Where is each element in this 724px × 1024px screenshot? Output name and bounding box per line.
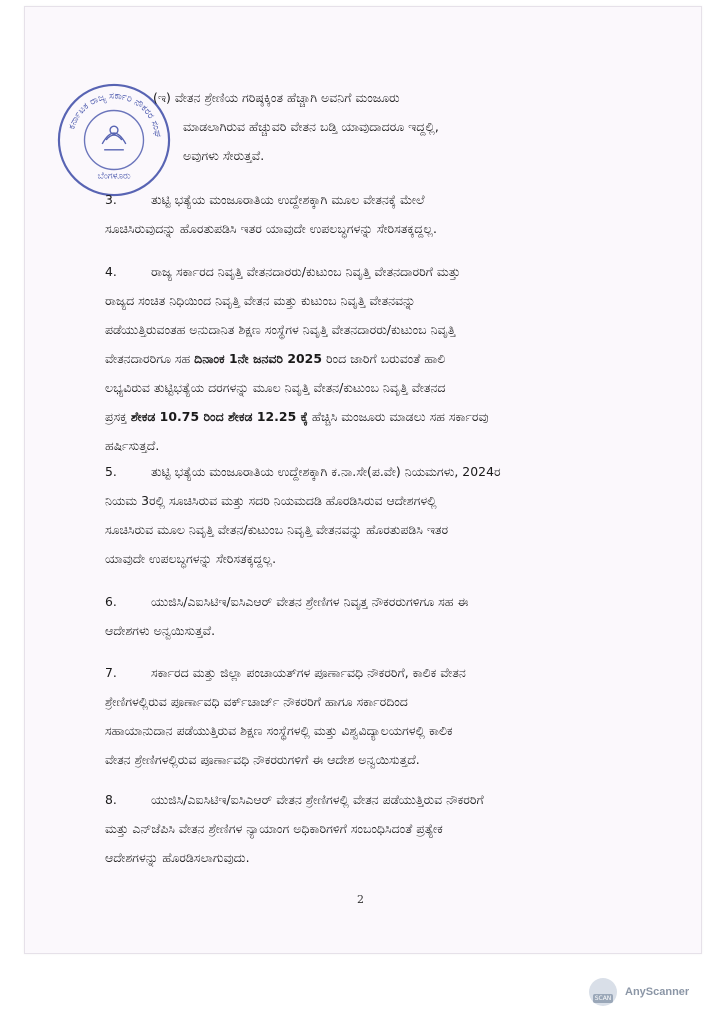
para-3	[105, 185, 437, 243]
text-line: ಯುಜಿಸಿ/ಎಐಸಿಟಿಇ/ಐಸಿಎಆರ್ ವೇತನ ಶ್ರೇಣಿಗಳ ನಿವೃತ್ತ ನೌಕರರುಗಳಿಗೂ ಸಹ ಈ	[151, 594, 469, 609]
para-number: 8.	[105, 792, 117, 807]
para-number: 4.	[105, 264, 117, 279]
text-line: ಆದೇಶಗಳನ್ನು ಹೊರಡಿಸಲಾಗುವುದು.	[105, 850, 250, 865]
text-line: ಸಹಾಯಾನುದಾನ ಪಡೆಯುತ್ತಿರುವ ಶಿಕ್ಷಣ ಸಂಸ್ಥೆಗಳಲ್ಲಿ ಮತ್ತು ವಿಶ್ವವಿದ್ಯಾಲಯಗಳಲ್ಲಿ ಕಾಲಿಕ	[105, 723, 453, 738]
document-page	[24, 6, 702, 954]
para-8	[105, 785, 484, 872]
text-line: ಆದೇಶಗಳು ಅನ್ವಯಿಸುತ್ತವೆ.	[105, 623, 216, 638]
text-line: ರಾಜ್ಯ ಸರ್ಕಾರದ ನಿವೃತ್ತಿ ವೇತನದಾರರು/ಕುಟುಂಬ ನಿವೃತ್ತಿ ವೇತನದಾರರಿಗೆ ಮತ್ತು	[151, 264, 461, 279]
text-line: ಪಡೆಯುತ್ತಿರುವಂತಹ ಅನುದಾನಿತ ಶಿಕ್ಷಣ ಸಂಸ್ಥೆಗಳ ನಿವೃತ್ತಿ ವೇತನದಾರರು/ಕುಟುಂಬ ನಿವೃತ್ತಿ	[105, 322, 456, 337]
para-4	[105, 257, 489, 460]
effective-date: ದಿನಾಂಕ 1ನೇ ಜನವರಿ 2025	[194, 351, 323, 366]
text-line: ಅವುಗಳು ಸೇರುತ್ತವೆ.	[183, 148, 265, 163]
text-line: ಯಾವುದೇ ಉಪಲಬ್ಧಗಳನ್ನು ಸೇರಿಸತಕ್ಕದ್ದಲ್ಲ.	[105, 551, 277, 566]
text-line: ತುಟ್ಟಿ ಭತ್ಯೆಯ ಮಂಜೂರಾತಿಯ ಉದ್ದೇಶಕ್ಕಾಗಿ ಮೂಲ ವೇತನಕ್ಕೆ ಮೇಲೆ	[151, 192, 425, 207]
text-line: (ಇ) ವೇತನ ಶ್ರೇಣಿಯ ಗರಿಷ್ಠಕ್ಕಿಂತ ಹೆಚ್ಚಾಗಿ ಅವನಿಗೆ ಮಂಜೂರು	[153, 90, 400, 105]
text-line: ಹೆಚ್ಚಿಸಿ ಮಂಜೂರು ಮಾಡಲು ಸಹ ಸರ್ಕಾರವು	[307, 409, 489, 424]
text-line: ವೇತನದಾರರಿಗೂ ಸಹ	[105, 351, 195, 366]
text-line: ವೇತನ ಶ್ರೇಣಿಗಳಲ್ಲಿರುವ ಪೂರ್ಣಾವಧಿ ನೌಕರರುಗಳಿಗೆ ಈ ಆದೇಶ ಅನ್ವಯಿಸುತ್ತದೆ.	[105, 752, 420, 767]
text-line: ಸೂಚಿಸಿರುವ ಮೂಲ ನಿವೃತ್ತಿ ವೇತನ/ಕುಟುಂಬ ನಿವೃತ್ತಿ ವೇತನವನ್ನು ಹೊರತುಪಡಿಸಿ ಇತರ	[105, 522, 449, 537]
para-clause-e	[153, 83, 439, 170]
rate-change: ಶೇಕಡ 10.75 ರಿಂದ ಶೇಕಡ 12.25 ಕ್ಕೆ	[130, 409, 308, 424]
seal-city: ಬೆಂಗಳೂರು	[97, 171, 131, 182]
para-number: 5.	[105, 464, 117, 479]
text-line: ಯುಜಿಸಿ/ಎಐಸಿಟಿಇ/ಐಸಿಎಆರ್ ವೇತನ ಶ್ರೇಣಿಗಳಲ್ಲಿ ವೇತನ ಪಡೆಯುತ್ತಿರುವ ನೌಕರರಿಗೆ	[151, 792, 484, 807]
text-line: ಹರ್ಷಿಸುತ್ತದೆ.	[105, 438, 160, 453]
seal-ring-text: ಕರ್ನಾಟಕ ರಾಜ್ಯ ಸರ್ಕಾರಿ ನೌಕರರ ಸಂಘ	[66, 90, 164, 138]
text-line: ಸರ್ಕಾರದ ಮತ್ತು ಜಿಲ್ಲಾ ಪಂಚಾಯತ್‌ಗಳ ಪೂರ್ಣಾವಧಿ ನೌಕರರಿಗೆ, ಕಾಲಿಕ ವೇತನ	[151, 665, 466, 680]
para-number: 6.	[105, 594, 117, 609]
para-5	[105, 457, 501, 573]
text-line: ಮತ್ತು ಎನ್‌ಜೆಪಿಸಿ ವೇತನ ಶ್ರೇಣಿಗಳ ನ್ಯಾಯಾಂಗ ಅಧಿಕಾರಿಗಳಿಗೆ ಸಂಬಂಧಿಸಿದಂತೆ ಪ್ರತ್ಯೇಕ	[105, 821, 443, 836]
emblem-icon	[102, 126, 126, 150]
para-7	[105, 658, 466, 774]
text-line: ತುಟ್ಟಿ ಭತ್ಯೆಯ ಮಂಜೂರಾತಿಯ ಉದ್ದೇಶಕ್ಕಾಗಿ ಕ.ನಾ.ಸೇ(ಪ.ವೇ) ನಿಯಮಗಳು, 2024ರ	[151, 464, 501, 479]
text-line: ಲಭ್ಯವಿರುವ ತುಟ್ಟಿಭತ್ಯೆಯ ದರಗಳನ್ನು ಮೂಲ ನಿವೃತ್ತಿ ವೇತನ/ಕುಟುಂಬ ನಿವೃತ್ತಿ ವೇತನದ	[105, 380, 446, 395]
para-6	[105, 587, 468, 645]
para-number: 7.	[105, 665, 117, 680]
text-line: ನಿಯಮ 3ರಲ್ಲಿ ಸೂಚಿಸಿರುವ ಮತ್ತು ಸದರಿ ನಿಯಮದಡಿ ಹೊರಡಿಸಿರುವ ಆದೇಶಗಳಲ್ಲಿ	[105, 493, 437, 508]
para-number: 3.	[105, 192, 117, 207]
scan-label: SCAN	[594, 994, 612, 1002]
page-number: 2	[357, 893, 364, 906]
scanner-watermark	[589, 977, 689, 1007]
text-line: ರಿಂದ ಜಾರಿಗೆ ಬರುವಂತೆ ಹಾಲಿ	[322, 351, 446, 366]
text-line: ಮಾಡಲಾಗಿರುವ ಹೆಚ್ಚುವರಿ ವೇತನ ಬಡ್ತಿ ಯಾವುದಾದರೂ ಇದ್ದಲ್ಲಿ,	[183, 119, 439, 134]
text-line: ರಾಜ್ಯದ ಸಂಚಿತ ನಿಧಿಯಿಂದ ನಿವೃತ್ತಿ ವೇತನ ಮತ್ತು ಕುಟುಂಬ ನಿವೃತ್ತಿ ವೇತನವನ್ನು	[105, 293, 416, 308]
scanner-logo-icon	[589, 978, 617, 1006]
scanner-brand: AnyScanner	[625, 986, 690, 998]
text-line: ಪ್ರಸಕ್ತ	[105, 409, 131, 424]
text-line: ಶ್ರೇಣಿಗಳಲ್ಲಿರುವ ಪೂರ್ಣಾವಧಿ ವರ್ಕ್‌ಚಾರ್ಜ್ ನೌಕರರಿಗೆ ಹಾಗೂ ಸರ್ಕಾರದಿಂದ	[105, 694, 408, 709]
text-line: ಸೂಚಿಸಿರುವುದನ್ನು ಹೊರತುಪಡಿಸಿ ಇತರ ಯಾವುದೇ ಉಪಲಬ್ಧಗಳನ್ನು ಸೇರಿಸತಕ್ಕದ್ದಲ್ಲ.	[105, 221, 437, 236]
